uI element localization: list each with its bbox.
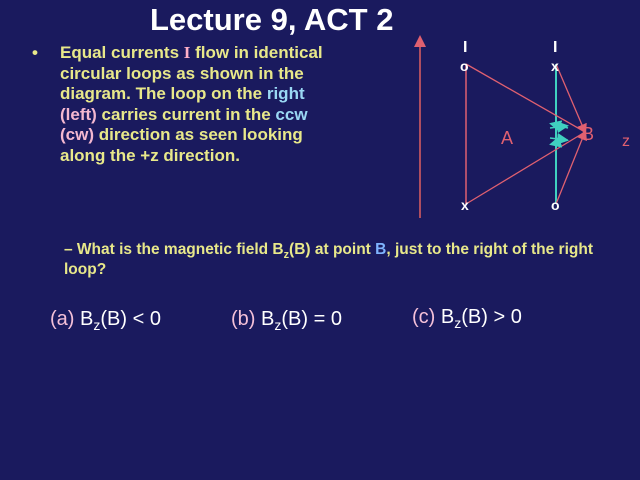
out-of-page-symbol: o — [460, 58, 469, 74]
answer-c-base: B — [435, 306, 455, 328]
field-line — [466, 132, 585, 204]
question-sub: z — [283, 249, 290, 262]
answer-a-base: B — [74, 308, 94, 330]
answer-a-rest: (B) < 0 — [100, 308, 161, 330]
bullet-line6: along the +z direction. — [60, 145, 240, 165]
question-mid: (B) at point — [289, 241, 376, 258]
z-axis-label: z — [622, 133, 630, 150]
bullet-line2: circular loops as shown in the — [60, 63, 304, 83]
answer-a[interactable] — [50, 308, 161, 331]
left-paren: (left) — [60, 104, 97, 124]
ccw-word: ccw — [275, 104, 308, 124]
current-label-left: I — [463, 39, 468, 56]
field-arrow — [550, 138, 566, 140]
bullet-line3-pre: diagram. The loop on the — [60, 84, 267, 103]
field-line — [466, 64, 585, 132]
field-line — [556, 64, 585, 132]
loops-diagram — [400, 28, 640, 228]
slide-title: Lecture 9, ACT 2 — [150, 2, 394, 37]
current-label-right: I — [553, 39, 558, 56]
answer-b-rest: (B) = 0 — [281, 308, 342, 330]
into-page-symbol: x — [551, 58, 559, 74]
bullet-line5-post: direction as seen looking — [94, 125, 303, 144]
bullet-marker: • — [32, 43, 38, 62]
answer-a-option: (a) — [50, 308, 75, 330]
point-b-label: B — [582, 124, 595, 144]
question-dash: – — [64, 241, 73, 258]
answer-c-option: (c) — [412, 306, 436, 328]
question-point: B — [375, 241, 387, 258]
answer-c[interactable] — [412, 306, 522, 329]
current-symbol: I — [183, 43, 191, 62]
out-of-page-symbol: o — [551, 197, 560, 213]
question-text — [64, 240, 638, 280]
answer-b-option: (b) — [231, 308, 256, 330]
bullet-line4-post: carries current in the — [96, 104, 276, 124]
bullet-paragraph — [34, 43, 394, 166]
answer-b-base: B — [255, 308, 275, 330]
question-pre: What is the magnetic field B — [72, 241, 284, 258]
field-line — [556, 132, 585, 204]
answer-b[interactable] — [231, 308, 342, 331]
answer-a-sub: z — [93, 317, 101, 333]
point-a-label: A — [501, 128, 514, 148]
answer-c-sub: z — [454, 315, 462, 331]
answer-b-sub: z — [274, 317, 282, 333]
question-post: , just to the right of the right loop? — [64, 241, 593, 278]
cw-paren: (cw) — [60, 125, 94, 144]
bullet-line1-pre: Equal currents — [60, 43, 184, 62]
bullet-text — [60, 43, 394, 166]
answer-c-rest: (B) > 0 — [461, 306, 522, 328]
bullet-line1-post: flow in identical — [190, 43, 323, 62]
right-word: right — [266, 84, 305, 103]
into-page-symbol: x — [461, 197, 469, 213]
